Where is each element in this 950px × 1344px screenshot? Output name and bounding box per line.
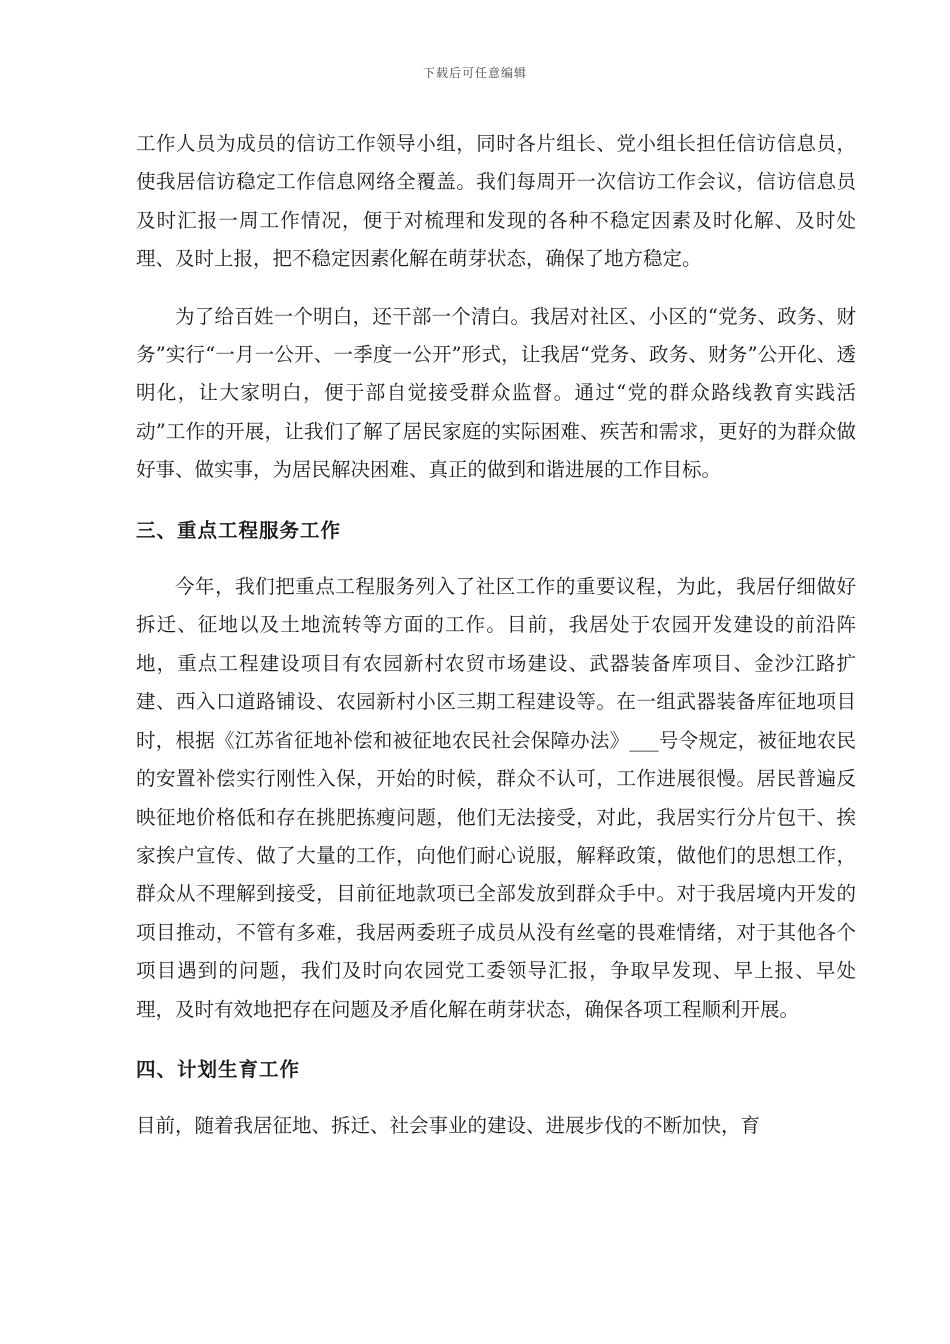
paragraph-family-planning: 目前，随着我居征地、拆迁、社会事业的建设、进展步伐的不断加快，育 — [136, 1114, 761, 1138]
document-body — [136, 125, 856, 1146]
paragraph-transparency: 为了给百姓一个明白，还干部一个清白。我居对社区、小区的“党务、政务、财务”实行“一月一公开、一季度一公开”形式，让我居“党务、政务、财务”公开化、透明化，让大家明白，便于部自觉接受群众监督。通过“党的群众路线教育实践活动”工作的开展，让我们了解了居民家庭的实际困难、疾苦和需求，更好的为群众做好事、做实事，为居民解决困难、真正的做到和谐进展的工作目标。 — [136, 304, 856, 482]
paragraph-key-projects: 今年，我们把重点工程服务列入了社区工作的重要议程，为此，我居仔细做好拆迁、征地以及土地流转等方面的工作。目前，我居处于农园开发建设的前沿阵地，重点工程建设项目有农园新村农贸市场建设、武器装备库项目、金沙江路扩建、西入口道路铺设、农园新村小区三期工程建设等。在一组武器装备库征地项目时，根据《江苏省征地补偿和被征地农民社会保障办法》___号令规定，被征地农民的安置补偿实行刚性入保，开始的时候，群众不认可，工作进展很慢。居民普遍反映征地价格低和存在挑肥拣瘦问题，他们无法接受，对此，我居实行分片包干、挨家挨户宣传、做了大量的工作，向他们耐心说服，解释政策，做他们的思想工作，群众从不理解到接受，目前征地款项已全部发放到群众手中。对于我居境内开发的项目推动，不管有多难，我居两委班子成员从没有丝毫的畏难情绪，对于其他各个项目遇到的问题，我们及时向农园党工委领导汇报，争取早发现、早上报、早处理，及时有效地把存在问题及矛盾化解在萌芽状态，确保各项工程顺利开展。 — [136, 575, 856, 1021]
section-heading-key-projects: 三、重点工程服务工作 — [136, 518, 342, 542]
header-note: 下载后可任意编辑 — [422, 66, 527, 80]
paragraph-petition-work: 工作人员为成员的信访工作领导小组，同时各片组长、党小组长担任信访信息员，使我居信访稳定工作信息网络全覆盖。我们每周开一次信访工作会议，信访信息员及时汇报一周工作情况，便于对梳理和发现的各种不稳定因素及时化解、及时处理、及时上报，把不稳定因素化解在萌芽状态，确保了地方稳定。 — [136, 132, 856, 271]
section-heading-family-planning: 四、计划生育工作 — [136, 1057, 301, 1081]
